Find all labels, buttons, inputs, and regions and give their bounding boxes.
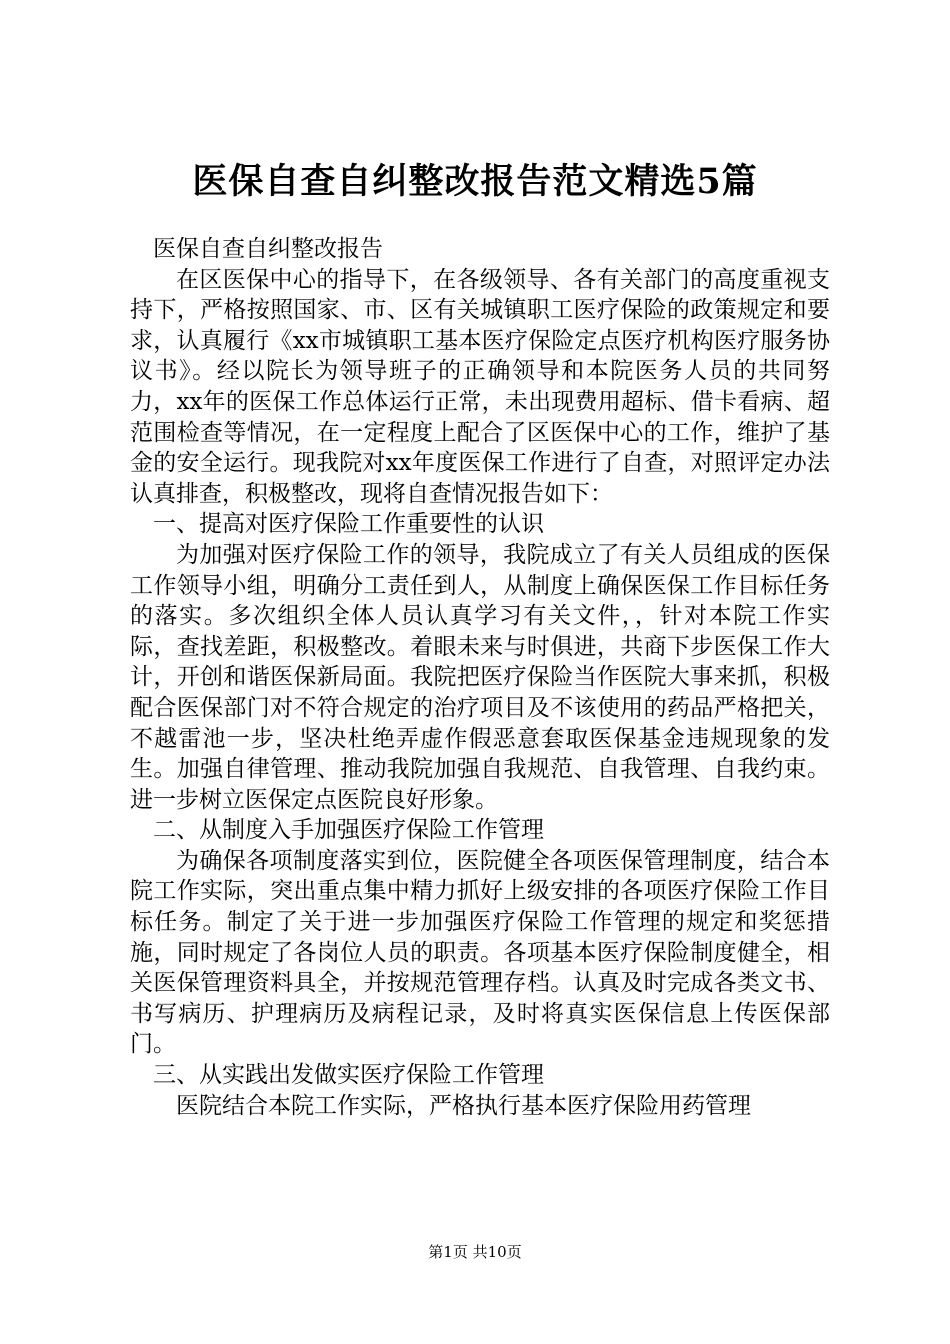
paragraph-section-3: 医院结合本院工作实际，严格执行基本医疗保险用药管理: [176, 1092, 751, 1119]
section-heading-3: 三、从实践出发做实医疗保险工作管理: [153, 1062, 544, 1089]
paragraph-intro: 在区医保中心的指导下，在各级领导、各有关部门的高度重视支持下，严格按照国家、市、区有关城镇职工医疗保险的政策规定和要求，认真履行《xx市城镇职工基本医疗保险定点医疗机构医疗服务协议书》。经以院长为领导班子的正确领导和本院医务人员的共同努力，xx年的医保工作总体运行正常，未出现费用超标、借卡看病、超范围检查等情况，在一定程度上配合了区医保中心的工作，维护了基金的安全运行。现我院对xx年度医保工作进行了自查，对照评定办法认真排查，积极整改，现将自查情况报告如下：: [130, 266, 830, 507]
paragraph-section-2: 为确保各项制度落实到位，医院健全各项医保管理制度，结合本院工作实际，突出重点集中精力抓好上级安排的各项医疗保险工作目标任务。制定了关于进一步加强医疗保险工作管理的规定和奖惩措施，同时规定了各岗位人员的职责。各项基本医疗保险制度健全，相关医保管理资料具全，并按规范管理存档。认真及时完成各类文书、书写病历、护理病历及病程记录，及时将真实医保信息上传医保部门。: [130, 847, 830, 1058]
document-title: 医保自查自纠整改报告范文精选5篇: [192, 161, 758, 202]
section-heading-1: 一、提高对医疗保险工作重要性的认识: [153, 511, 544, 538]
paragraph-section-1: 为加强对医疗保险工作的领导，我院成立了有关人员组成的医保工作领导小组，明确分工责任到人，从制度上确保医保工作目标任务的落实。多次组织全体人员认真学习有关文件，，针对本院工作实际，查找差距，积极整改。着眼未来与时俱进，共商下步医保工作大计，开创和谐医保新局面。我院把医疗保险当作医院大事来抓，积极配合医保部门对不符合规定的治疗项目及不该使用的药品严格把关，不越雷池一步，坚决杜绝弄虚作假恶意套取医保基金违规现象的发生。加强自律管理、推动我院加强自我规范、自我管理、自我约束。进一步树立医保定点医院良好形象。: [130, 541, 830, 813]
section-heading-2: 二、从制度入手加强医疗保险工作管理: [153, 817, 544, 844]
document-body: [130, 234, 830, 1121]
section-heading-report: 医保自查自纠整改报告: [153, 236, 383, 262]
page-number-footer: 第1页 共10页: [428, 1243, 522, 1261]
